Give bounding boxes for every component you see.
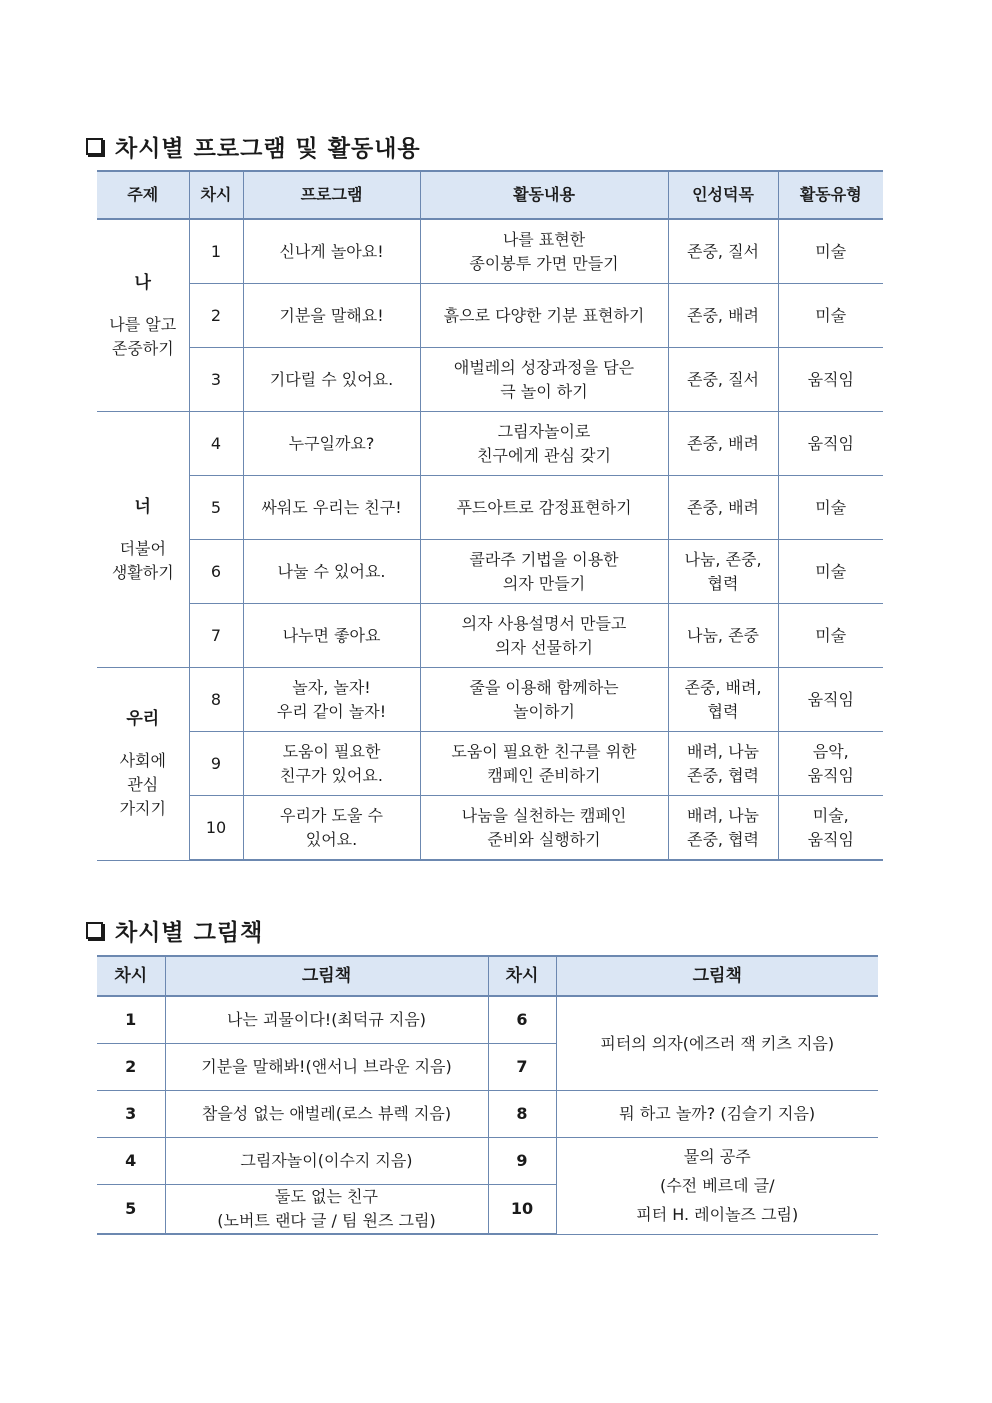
section-title-books (86, 914, 263, 947)
activity-cell: 줄을 이용해 함께하는 놀이하기 (420, 668, 668, 732)
table-row (97, 796, 883, 861)
theme-desc: 나를 알고 존중하기 (109, 314, 177, 358)
program-cell: 나눌 수 있어요. (243, 540, 420, 604)
table-row (97, 668, 883, 732)
table-row (97, 412, 883, 476)
picture-book-table (97, 955, 878, 1235)
table-row (97, 996, 878, 1044)
table-row (97, 284, 883, 348)
virtue-cell: 배려, 나눔 존중, 협력 (668, 732, 778, 796)
virtue-cell: 존중, 배려 (668, 412, 778, 476)
program-cell: 신나게 놀아요! (243, 219, 420, 284)
header-type: 활동유형 (778, 171, 883, 219)
theme-title: 너 (134, 496, 151, 517)
activity-cell: 의자 사용설명서 만들고 의자 선물하기 (420, 604, 668, 668)
session-cell: 3 (97, 1091, 165, 1138)
book-cell: 물의 공주 (수전 베르데 글/ 피터 H. 레이놀즈 그림) (556, 1138, 878, 1235)
table-row (97, 476, 883, 540)
book-cell: 기분을 말해봐!(앤서니 브라운 지음) (165, 1044, 488, 1091)
section-title-programs (86, 130, 421, 163)
activity-cell: 푸드아트로 감정표현하기 (420, 476, 668, 540)
book-cell: 둘도 없는 친구 (노버트 랜다 글 / 팀 원즈 그림) (165, 1185, 488, 1235)
theme-cell (97, 668, 189, 861)
type-cell: 움직임 (778, 348, 883, 412)
session-cell: 6 (189, 540, 243, 604)
book-cell: 뭐 하고 놀까? (김슬기 지음) (556, 1091, 878, 1138)
book-cell: 참을성 없는 애벌레(로스 뷰렉 지음) (165, 1091, 488, 1138)
type-cell: 움직임 (778, 412, 883, 476)
virtue-cell: 존중, 배려, 협력 (668, 668, 778, 732)
session-cell: 1 (97, 996, 165, 1044)
checkbox-bullet-icon (86, 922, 103, 939)
virtue-cell: 나눔, 존중, 협력 (668, 540, 778, 604)
virtue-cell: 존중, 질서 (668, 348, 778, 412)
type-cell: 음악, 움직임 (778, 732, 883, 796)
session-cell: 5 (189, 476, 243, 540)
session-cell: 3 (189, 348, 243, 412)
virtue-cell: 배려, 나눔 존중, 협력 (668, 796, 778, 861)
theme-desc: 더불어 생활하기 (111, 538, 174, 582)
session-cell: 9 (189, 732, 243, 796)
session-cell: 10 (189, 796, 243, 861)
activity-cell: 그림자놀이로 친구에게 관심 갖기 (420, 412, 668, 476)
session-cell: 5 (97, 1185, 165, 1235)
theme-cell (97, 412, 189, 668)
session-cell: 10 (488, 1185, 556, 1235)
header-session: 차시 (189, 171, 243, 219)
session-cell: 4 (189, 412, 243, 476)
program-cell: 우리가 도울 수 있어요. (243, 796, 420, 861)
theme-cell (97, 219, 189, 412)
session-cell: 7 (488, 1044, 556, 1091)
program-cell: 기분을 말해요! (243, 284, 420, 348)
activity-cell: 콜라주 기법을 이용한 의자 만들기 (420, 540, 668, 604)
header-session: 차시 (97, 956, 165, 996)
header-activity: 활동내용 (420, 171, 668, 219)
activity-cell: 나를 표현한 종이봉투 가면 만들기 (420, 219, 668, 284)
program-cell: 싸워도 우리는 친구! (243, 476, 420, 540)
table-header-row (97, 171, 883, 219)
book-cell: 피터의 의자(에즈러 잭 키츠 지음) (556, 996, 878, 1091)
theme-desc: 사회에 관심 가지기 (119, 750, 166, 818)
header-book: 그림책 (165, 956, 488, 996)
table-row (97, 219, 883, 284)
table-row (97, 1091, 878, 1138)
table-row (97, 540, 883, 604)
theme-title: 나 (134, 272, 151, 293)
session-cell: 2 (97, 1044, 165, 1091)
program-cell: 도움이 필요한 친구가 있어요. (243, 732, 420, 796)
header-book: 그림책 (556, 956, 878, 996)
virtue-cell: 존중, 질서 (668, 219, 778, 284)
session-cell: 7 (189, 604, 243, 668)
type-cell: 움직임 (778, 668, 883, 732)
theme-title: 우리 (126, 708, 160, 729)
checkbox-bullet-icon (86, 138, 103, 155)
session-cell: 1 (189, 219, 243, 284)
session-cell: 6 (488, 996, 556, 1044)
program-cell: 누구일까요? (243, 412, 420, 476)
activity-cell: 흙으로 다양한 기분 표현하기 (420, 284, 668, 348)
session-cell: 9 (488, 1138, 556, 1185)
table-header-row (97, 956, 878, 996)
type-cell: 미술 (778, 219, 883, 284)
activity-cell: 나눔을 실천하는 캠페인 준비와 실행하기 (420, 796, 668, 861)
table-row (97, 348, 883, 412)
header-virtue: 인성덕목 (668, 171, 778, 219)
session-cell: 8 (189, 668, 243, 732)
table-row (97, 732, 883, 796)
virtue-cell: 존중, 배려 (668, 476, 778, 540)
session-cell: 4 (97, 1138, 165, 1185)
header-program: 프로그램 (243, 171, 420, 219)
table-row (97, 1138, 878, 1185)
book-cell: 나는 괴물이다!(최덕규 지음) (165, 996, 488, 1044)
activity-cell: 도움이 필요한 친구를 위한 캠페인 준비하기 (420, 732, 668, 796)
program-table (97, 170, 883, 861)
type-cell: 미술, 움직임 (778, 796, 883, 861)
program-cell: 기다릴 수 있어요. (243, 348, 420, 412)
program-cell: 나누면 좋아요 (243, 604, 420, 668)
book-cell: 그림자놀이(이수지 지음) (165, 1138, 488, 1185)
session-cell: 8 (488, 1091, 556, 1138)
header-session: 차시 (488, 956, 556, 996)
section-title-text: 차시별 그림책 (115, 920, 264, 946)
header-theme: 주제 (97, 171, 189, 219)
type-cell: 미술 (778, 604, 883, 668)
program-cell: 놀자, 놀자! 우리 같이 놀자! (243, 668, 420, 732)
type-cell: 미술 (778, 476, 883, 540)
type-cell: 미술 (778, 540, 883, 604)
virtue-cell: 나눔, 존중 (668, 604, 778, 668)
activity-cell: 애벌레의 성장과정을 담은 극 놀이 하기 (420, 348, 668, 412)
table-row (97, 604, 883, 668)
type-cell: 미술 (778, 284, 883, 348)
session-cell: 2 (189, 284, 243, 348)
section-title-text: 차시별 프로그램 및 활동내용 (115, 136, 421, 162)
virtue-cell: 존중, 배려 (668, 284, 778, 348)
